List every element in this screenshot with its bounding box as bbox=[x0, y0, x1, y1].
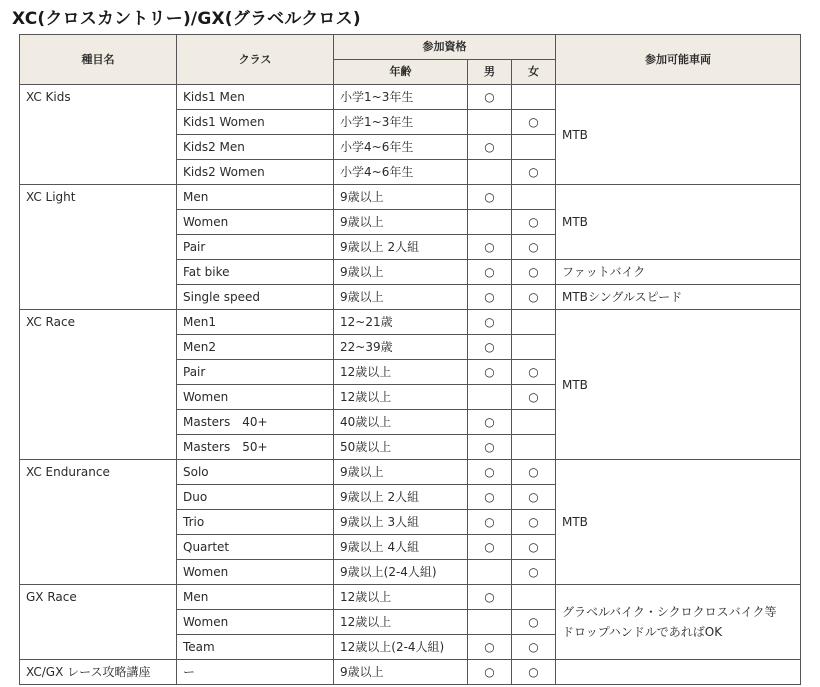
page-title: XC(クロスカントリー)/GX(グラベルクロス) bbox=[12, 9, 361, 29]
class-cell: Men bbox=[177, 585, 334, 610]
event-name-cell: XC/GX レース攻略講座 bbox=[20, 660, 177, 685]
class-cell: Kids2 Men bbox=[177, 135, 334, 160]
female-mark-cell: ○ bbox=[512, 260, 556, 285]
female-mark-cell bbox=[512, 410, 556, 435]
female-mark-cell: ○ bbox=[512, 385, 556, 410]
table-body bbox=[20, 85, 801, 685]
male-mark-cell: ○ bbox=[468, 460, 512, 485]
vehicle-cell bbox=[556, 310, 801, 460]
male-mark-cell: ○ bbox=[468, 485, 512, 510]
female-mark-cell: ○ bbox=[512, 510, 556, 535]
event-name-cell: XC Endurance bbox=[20, 460, 177, 585]
female-mark-cell bbox=[512, 310, 556, 335]
class-cell: Duo bbox=[177, 485, 334, 510]
class-cell: Women bbox=[177, 560, 334, 585]
age-cell: 9歳以上 2人組 bbox=[334, 485, 468, 510]
age-cell: 9歳以上 bbox=[334, 210, 468, 235]
table-row bbox=[20, 585, 801, 610]
male-mark-cell: ○ bbox=[468, 660, 512, 685]
vehicle-cell bbox=[556, 585, 801, 660]
event-name-cell: XC Kids bbox=[20, 85, 177, 185]
vehicle-text: MTB bbox=[562, 515, 588, 529]
male-mark-cell: ○ bbox=[468, 185, 512, 210]
female-mark-cell bbox=[512, 435, 556, 460]
vehicle-text: MTB bbox=[562, 127, 588, 142]
age-cell: 小学4~6年生 bbox=[334, 160, 468, 185]
male-mark-cell: ○ bbox=[468, 435, 512, 460]
vehicle-text: ドロップハンドルであればOK bbox=[562, 625, 723, 639]
age-cell: 12歳以上 bbox=[334, 585, 468, 610]
class-cell: Women bbox=[177, 610, 334, 635]
table-row bbox=[20, 185, 801, 210]
age-cell: 小学1~3年生 bbox=[334, 85, 468, 110]
age-cell: 9歳以上 bbox=[334, 285, 468, 310]
vehicle-text: MTB bbox=[562, 377, 588, 392]
female-mark-cell bbox=[512, 585, 556, 610]
class-cell: ー bbox=[177, 660, 334, 685]
age-cell: 12歳以上 bbox=[334, 610, 468, 635]
eligibility-table bbox=[19, 34, 801, 685]
header-male: 男 bbox=[468, 60, 512, 85]
female-mark-cell bbox=[512, 135, 556, 160]
class-cell: Kids2 Women bbox=[177, 160, 334, 185]
vehicle-text: グラベルバイク・シクロクロスバイク等 bbox=[562, 605, 777, 619]
event-name-cell: GX Race bbox=[20, 585, 177, 660]
age-cell: 22~39歳 bbox=[334, 335, 468, 360]
male-mark-cell: ○ bbox=[468, 135, 512, 160]
class-cell: Quartet bbox=[177, 535, 334, 560]
class-cell: Women bbox=[177, 385, 334, 410]
age-cell: 9歳以上(2-4人組) bbox=[334, 560, 468, 585]
male-mark-cell: ○ bbox=[468, 510, 512, 535]
male-mark-cell: ○ bbox=[468, 635, 512, 660]
age-cell: 小学4~6年生 bbox=[334, 135, 468, 160]
female-mark-cell: ○ bbox=[512, 560, 556, 585]
vehicle-text: MTBシングルスピード bbox=[562, 290, 683, 304]
class-cell: Trio bbox=[177, 510, 334, 535]
male-mark-cell bbox=[468, 160, 512, 185]
class-cell: Women bbox=[177, 210, 334, 235]
male-mark-cell: ○ bbox=[468, 285, 512, 310]
male-mark-cell: ○ bbox=[468, 585, 512, 610]
male-mark-cell bbox=[468, 560, 512, 585]
female-mark-cell: ○ bbox=[512, 535, 556, 560]
male-mark-cell: ○ bbox=[468, 310, 512, 335]
table-row bbox=[20, 460, 801, 485]
female-mark-cell: ○ bbox=[512, 360, 556, 385]
class-cell: Team bbox=[177, 635, 334, 660]
male-mark-cell bbox=[468, 110, 512, 135]
female-mark-cell: ○ bbox=[512, 160, 556, 185]
class-cell: Pair bbox=[177, 235, 334, 260]
male-mark-cell: ○ bbox=[468, 235, 512, 260]
class-cell: Men2 bbox=[177, 335, 334, 360]
vehicle-cell bbox=[556, 260, 801, 285]
male-mark-cell: ○ bbox=[468, 410, 512, 435]
age-cell: 50歳以上 bbox=[334, 435, 468, 460]
header-event: 種目名 bbox=[20, 35, 177, 85]
vehicle-cell bbox=[556, 660, 801, 685]
age-cell: 9歳以上 2人組 bbox=[334, 235, 468, 260]
male-mark-cell: ○ bbox=[468, 535, 512, 560]
event-name-cell: XC Light bbox=[20, 185, 177, 310]
class-cell: Masters 40+ bbox=[177, 410, 334, 435]
age-cell: 9歳以上 bbox=[334, 260, 468, 285]
female-mark-cell: ○ bbox=[512, 460, 556, 485]
class-cell: Pair bbox=[177, 360, 334, 385]
female-mark-cell bbox=[512, 85, 556, 110]
class-cell: Solo bbox=[177, 460, 334, 485]
age-cell: 12歳以上(2-4人組) bbox=[334, 635, 468, 660]
vehicle-cell bbox=[556, 185, 801, 260]
female-mark-cell: ○ bbox=[512, 210, 556, 235]
age-cell: 9歳以上 bbox=[334, 185, 468, 210]
age-cell: 9歳以上 bbox=[334, 460, 468, 485]
header-vehicle: 参加可能車両 bbox=[556, 35, 801, 85]
female-mark-cell: ○ bbox=[512, 110, 556, 135]
class-cell: Fat bike bbox=[177, 260, 334, 285]
header-class: クラス bbox=[177, 35, 334, 85]
class-cell: Single speed bbox=[177, 285, 334, 310]
age-cell: 40歳以上 bbox=[334, 410, 468, 435]
vehicle-cell bbox=[556, 85, 801, 185]
age-cell: 12歳以上 bbox=[334, 360, 468, 385]
table-row bbox=[20, 85, 801, 110]
female-mark-cell: ○ bbox=[512, 610, 556, 635]
male-mark-cell: ○ bbox=[468, 260, 512, 285]
vehicle-text: MTB bbox=[562, 215, 588, 229]
female-mark-cell bbox=[512, 185, 556, 210]
header-eligibility: 参加資格 bbox=[334, 35, 556, 60]
vehicle-text: ファットバイク bbox=[562, 265, 646, 279]
class-cell: Masters 50+ bbox=[177, 435, 334, 460]
female-mark-cell: ○ bbox=[512, 235, 556, 260]
event-name-cell: XC Race bbox=[20, 310, 177, 460]
age-cell: 12歳以上 bbox=[334, 385, 468, 410]
vehicle-cell bbox=[556, 460, 801, 585]
male-mark-cell bbox=[468, 610, 512, 635]
female-mark-cell: ○ bbox=[512, 635, 556, 660]
header-age: 年齢 bbox=[334, 60, 468, 85]
age-cell: 9歳以上 4人組 bbox=[334, 535, 468, 560]
vehicle-cell bbox=[556, 285, 801, 310]
male-mark-cell bbox=[468, 210, 512, 235]
table-row bbox=[20, 310, 801, 335]
male-mark-cell bbox=[468, 385, 512, 410]
female-mark-cell: ○ bbox=[512, 485, 556, 510]
age-cell: 12~21歳 bbox=[334, 310, 468, 335]
class-cell: Kids1 Women bbox=[177, 110, 334, 135]
male-mark-cell: ○ bbox=[468, 360, 512, 385]
female-mark-cell bbox=[512, 335, 556, 360]
header-female: 女 bbox=[512, 60, 556, 85]
class-cell: Men1 bbox=[177, 310, 334, 335]
female-mark-cell: ○ bbox=[512, 660, 556, 685]
table-row bbox=[20, 660, 801, 685]
male-mark-cell: ○ bbox=[468, 85, 512, 110]
male-mark-cell: ○ bbox=[468, 335, 512, 360]
class-cell: Men bbox=[177, 185, 334, 210]
class-cell: Kids1 Men bbox=[177, 85, 334, 110]
age-cell: 小学1~3年生 bbox=[334, 110, 468, 135]
female-mark-cell: ○ bbox=[512, 285, 556, 310]
age-cell: 9歳以上 bbox=[334, 660, 468, 685]
age-cell: 9歳以上 3人組 bbox=[334, 510, 468, 535]
